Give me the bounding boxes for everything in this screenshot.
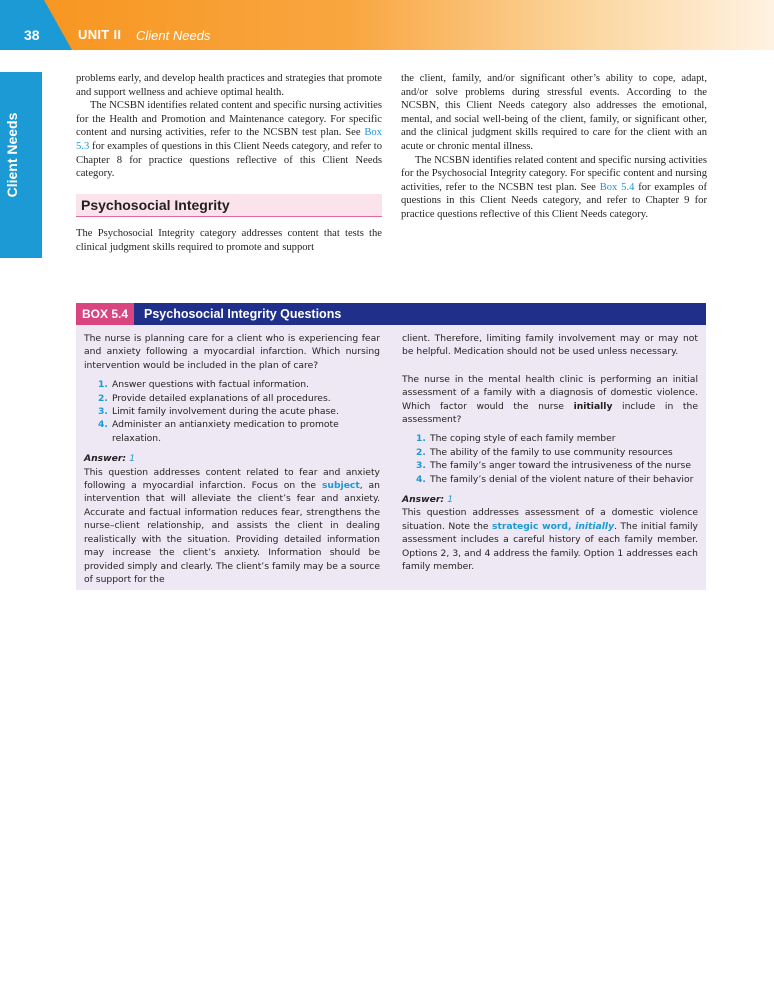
question-box <box>76 303 706 590</box>
option-number: 3. <box>98 406 108 418</box>
side-tab-label: Client Needs <box>4 112 20 198</box>
text-run: The NCSBN identifies related content and specific nursing activities for the Health and Promotion and Maintenance category. For specific content and nursing activities, refer to the NCSBN test plan. See <box>76 100 382 139</box>
answer-explanation <box>402 506 698 573</box>
list-item <box>402 459 698 472</box>
option-list <box>402 432 698 486</box>
paragraph <box>76 99 382 181</box>
keyword-italic: initially <box>571 520 615 532</box>
answer-heading <box>84 452 380 465</box>
option-text: Limit family involvement during the acute phase. <box>112 406 339 418</box>
list-item <box>84 392 380 405</box>
text-run: for examples of questions in this Client Needs category, and refer to Chapter 8 for practice questions reflective of this Client Needs category. <box>76 140 382 180</box>
option-text: Answer questions with factual information. <box>112 379 309 391</box>
box-tag: BOX 5.4 <box>76 303 134 325</box>
right-column <box>401 72 707 222</box>
page-number: 38 <box>24 27 40 43</box>
option-text: Provide detailed explanations of all procedures. <box>112 392 331 404</box>
emphasized-word: initially <box>573 400 613 412</box>
answer-label: Answer: <box>84 453 127 465</box>
list-item <box>84 405 380 418</box>
question-stem: The nurse is planning care for a client who is experiencing fear and anxiety following a myocardial infarction. Which nursing intervention would be included in the plan of care? <box>84 333 380 371</box>
paragraph <box>401 154 707 222</box>
box-right-column <box>402 332 698 574</box>
option-text: The family’s denial of the violent nature of their behavior <box>430 473 694 485</box>
paragraph: problems early, and develop health practices and strategies that promote and support wellness and achieve optimal health. <box>76 73 382 98</box>
list-item <box>84 418 380 445</box>
box-reference-link[interactable]: Box 5.3 <box>76 127 382 152</box>
option-text: The coping style of each family member <box>430 433 616 445</box>
keyword: subject <box>321 480 360 492</box>
answer-number: 1 <box>447 494 454 506</box>
option-number: 4. <box>98 419 108 431</box>
text-run: This question addresses assessment of a domestic violence situation. Note the <box>402 507 698 532</box>
answer-explanation <box>84 466 380 587</box>
answer-number: 1 <box>129 453 136 465</box>
option-list <box>84 378 380 445</box>
box-reference-link[interactable]: Box 5.4 <box>599 181 635 193</box>
answer-heading <box>402 493 698 506</box>
unit-title: Client Needs <box>136 28 211 43</box>
list-item <box>84 378 380 391</box>
option-number: 3. <box>416 460 426 472</box>
option-number: 4. <box>416 473 426 485</box>
option-number: 2. <box>416 446 426 458</box>
option-number: 1. <box>98 379 108 391</box>
option-number: 1. <box>416 433 426 445</box>
option-number: 2. <box>98 392 108 404</box>
option-text: The family’s anger toward the intrusiveness of the nurse <box>430 460 691 472</box>
text-run: include in the assessment? <box>402 400 698 426</box>
paragraph: the client, family, and/or significant other’s ability to cope, adapt, and/or solve problems during stressful events. According to the NCSBN, this Client Needs category also addresses the emotional, mental, and social well-being of the client, family, or significant other, and the clinical judgment skills required to care for the client with an acute or chronic mental illness. <box>401 73 707 152</box>
answer-explanation-continued: client. Therefore, limiting family involvement may or may not be helpful. Medication should not be used unless necessary. <box>402 333 698 358</box>
unit-label: UNIT II <box>78 27 122 42</box>
list-item <box>402 473 698 486</box>
text-run: The nurse in the mental health clinic is performing an initial assessment of a family with a diagnosis of domestic violence. Which factor would the nurse <box>402 373 698 412</box>
text-run: , an intervention that will alleviate the client’s fear and anxiety. Accurate and factual information reduces fear, strengthens the nurse–client relationship, and assists the client in dealing realistically with the situation. Providing detailed information may increase the client’s anxiety. Information should be provided simply and clearly. The client’s family may be a source of support for the <box>84 480 380 585</box>
option-text: Administer an antianxiety medication to promote relaxation. <box>112 419 339 444</box>
paragraph: The Psychosocial Integrity category addresses content that tests the clinical judgment skills required to promote and support <box>76 228 382 253</box>
list-item <box>402 446 698 459</box>
question-stem <box>402 373 698 427</box>
keyword: strategic word, <box>492 520 572 532</box>
text-run: . The initial family assessment includes a careful history of each family member. Options 2, 3, and 4 address the family. Option 1 addresses each family member. <box>402 520 698 573</box>
text-run: This question addresses content related to fear and anxiety following a myocardial infarction. Focus on the <box>84 466 380 492</box>
box-left-column <box>84 332 380 586</box>
page-header-band <box>0 0 774 50</box>
text-run: The NCSBN identifies related content and specific nursing activities for the Psychosocial Integrity category. For specific content and nursing activities, refer to the NCSBN test plan. See <box>401 154 707 193</box>
text-run: for examples of questions in this Client Needs category, and refer to Chapter 9 for practice questions reflective of this Client Needs category. <box>401 181 707 220</box>
answer-label: Answer: <box>402 494 445 506</box>
box-title: Psychosocial Integrity Questions <box>144 307 342 321</box>
list-item <box>402 432 698 445</box>
left-column <box>76 72 382 255</box>
section-heading: Psychosocial Integrity <box>76 194 382 218</box>
option-text: The ability of the family to use community resources <box>430 446 673 458</box>
